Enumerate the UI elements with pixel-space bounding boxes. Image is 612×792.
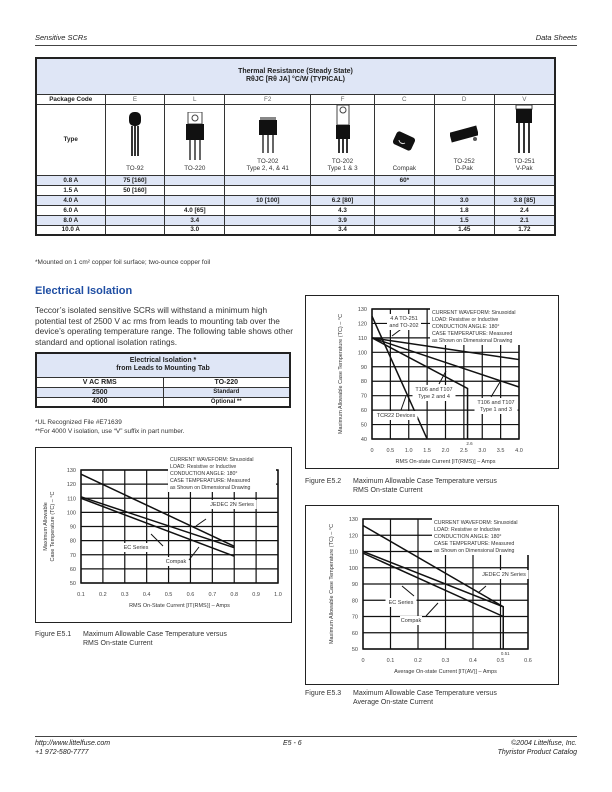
y-tick-label: 130 [348, 517, 358, 523]
package-code: E [105, 94, 165, 104]
compak-package-icon [390, 112, 418, 162]
y-tick-label: 100 [66, 510, 76, 517]
thermal-footnote: *Mounted on 1 cm² copper foil surface; two-ounce copper foil [35, 259, 211, 266]
x-tick-label: 0.1 [386, 658, 395, 664]
current-rating: 8.0 A [36, 215, 105, 225]
footer-url[interactable]: http://www.littelfuse.com [35, 740, 111, 747]
x-tick-label: 0.5 [386, 448, 395, 454]
x-axis-label: Average On-state Current [IT(AV)] – Amps [394, 669, 497, 675]
y-tick-label: 100 [357, 350, 367, 357]
package-code: F [311, 94, 375, 104]
type-label: Type [36, 104, 105, 175]
x-tick-label: 0 [361, 658, 365, 664]
footer-rule [35, 736, 577, 737]
table-cell [165, 175, 225, 185]
x-tick-label: 0.9 [252, 592, 260, 598]
header-rule [35, 45, 577, 46]
chart-note: CURRENT WAVEFORM: Sinusoidal [432, 310, 516, 316]
table-row [36, 175, 555, 185]
package-cell: TO-202 Type 2, 4, & 41 [225, 104, 311, 175]
running-header-left: Sensitive SCRs [35, 33, 88, 42]
package-code: V [494, 94, 555, 104]
table-cell: 4.3 [311, 205, 375, 215]
y-axis-label: Maximum Allowable Case Temperature (TC) – °C [338, 313, 344, 435]
to-92-package-icon [121, 112, 149, 162]
x-tick-label: 0.2 [414, 658, 422, 664]
table-cell: 3.8 [85] [494, 195, 555, 205]
x-tick-label: 0.4 [469, 658, 477, 664]
chart-note: CONDUCTION ANGLE: 180° [434, 534, 502, 540]
table-cell [311, 185, 375, 195]
table-row [36, 205, 555, 215]
table-cell [311, 175, 375, 185]
table-cell: 3.0 [165, 225, 225, 235]
y-tick-label: 50 [351, 647, 358, 653]
package-cell: TO-251 V-Pak [494, 104, 555, 175]
chart-note: CASE TEMPERATURE: Measured [432, 331, 513, 337]
to-202-type1-package-icon [329, 105, 357, 155]
current-rating: 1.5 A [36, 185, 105, 195]
chart-note: CASE TEMPERATURE: Measured [434, 541, 515, 547]
series-label: JEDEC 2N Series [210, 502, 254, 508]
y-tick-label: 80 [360, 379, 367, 386]
table-cell [494, 185, 555, 195]
series-label: JEDEC 2N Series [482, 572, 526, 578]
y-tick-label: 50 [69, 581, 76, 587]
table-cell [105, 225, 165, 235]
y-tick-label: 110 [358, 335, 367, 342]
x-tick-label: 0.2 [99, 592, 107, 598]
current-rating: 6.0 A [36, 205, 105, 215]
y-tick-label: 40 [360, 437, 367, 443]
x-axis-label: RMS On-State Current [IT(RMS)] – Amps [129, 603, 230, 609]
y-tick-label: 120 [348, 533, 358, 540]
chart-e5-3 [306, 506, 557, 683]
table-cell: 1.5 [434, 215, 494, 225]
series-label: EC Series [123, 545, 149, 551]
to-220-package-icon [181, 112, 209, 162]
isolation-note-1: *UL Recognized File #E71639 [35, 419, 122, 426]
table-cell: 4000 [36, 397, 163, 407]
table-cell [374, 185, 434, 195]
series-label: EC Series [388, 600, 414, 606]
x-tick-label: 0.4 [142, 592, 151, 598]
chart-note: CASE TEMPERATURE: Measured [170, 478, 251, 484]
page-number: E5 - 6 [283, 740, 302, 747]
table-cell [225, 215, 311, 225]
chart-e5-2 [306, 296, 557, 467]
table-cell [374, 225, 434, 235]
table-cell [374, 195, 434, 205]
x-tick-label: 0.1 [77, 592, 85, 598]
x-tick-label: 3.5 [496, 448, 505, 454]
footer-left: http://www.littelfuse.com +1 972-580-7777 [35, 740, 111, 756]
table-cell [374, 205, 434, 215]
table-cell [225, 175, 311, 185]
electrical-isolation-table [35, 352, 291, 408]
y-tick-label: 60 [360, 408, 367, 415]
table-cell [105, 205, 165, 215]
series-label: 4 A TO-251 [390, 316, 418, 322]
figure-e5-1-caption: Figure E5.1 Maximum Allowable Case Temperature versus RMS On-state Current [35, 631, 227, 647]
table-title: Electrical Isolation * from Leads to Mounting Tab [36, 353, 290, 377]
package-code: C [374, 94, 434, 104]
y-tick-label: 50 [360, 422, 367, 429]
y-axis-label: Case Temperature (TC) – °C [50, 491, 56, 562]
package-cell: TO-202 Type 1 & 3 [311, 104, 375, 175]
table-cell [225, 225, 311, 235]
package-code: L [165, 94, 225, 104]
table-cell [494, 175, 555, 185]
y-tick-label: 80 [69, 538, 76, 545]
series-label: T106 and T107 [477, 400, 515, 406]
chart-note: CURRENT WAVEFORM: Sinusoidal [170, 457, 254, 463]
chart-note: as Shown on Dimensional Drawing [432, 338, 513, 344]
current-rating: 0.8 A [36, 175, 105, 185]
x-tick-label: 0.7 [208, 592, 217, 598]
table-cell: 3.9 [311, 215, 375, 225]
table-cell: Standard [163, 387, 290, 397]
y-tick-label: 60 [69, 566, 76, 573]
package-code-label: Package Code [36, 94, 105, 104]
x-tick-label: 0.6 [524, 658, 532, 664]
v-pak-package-icon [510, 105, 538, 155]
table-cell: 1.45 [434, 225, 494, 235]
y-tick-label: 70 [351, 614, 358, 621]
footer-right: ©2004 Littelfuse, Inc. Thyristor Product Catalog [497, 740, 577, 756]
current-rating: 4.0 A [36, 195, 105, 205]
chart-e5-1 [36, 448, 290, 621]
table-row [36, 185, 555, 195]
y-tick-label: 80 [351, 598, 358, 605]
table-cell: 60* [374, 175, 434, 185]
table-cell [105, 195, 165, 205]
chart-note: LOAD: Resistive or Inductive [434, 527, 501, 533]
table-cell: 10 [100] [225, 195, 311, 205]
section-heading: Electrical Isolation [35, 285, 133, 297]
series-label: Type 1 and 3 [480, 407, 512, 413]
package-cell: TO-252 D-Pak [434, 104, 494, 175]
y-tick-label: 90 [360, 364, 367, 371]
figure-e5-3-caption: Figure E5.3 Maximum Allowable Case Temperature versus Average On-state Current [305, 690, 497, 706]
y-tick-label: 120 [66, 482, 76, 489]
column-header: V AC RMS [36, 377, 163, 387]
table-cell: 2.1 [494, 215, 555, 225]
series-label: Compak [400, 618, 422, 624]
series-label: T106 and T107 [415, 387, 453, 393]
x-tick-label: 4.0 [515, 448, 523, 454]
table-cell [434, 185, 494, 195]
x-tick-label: 0.3 [441, 658, 450, 664]
isolation-note-2: **For 4000 V isolation, use “V” suffix in part number. [35, 428, 185, 435]
table-row [36, 225, 555, 235]
table-cell: 1.72 [494, 225, 555, 235]
isolation-paragraph: Teccor’s isolated sensitive SCRs will withstand a minimum high potential test of 2500 V ac rms from leads to mounting tab over the device’s operating temperature range. The following table shows other standard and optional isolation ratings. [35, 305, 293, 347]
y-tick-label: 90 [69, 524, 76, 531]
x-tick-label: 2.5 [460, 448, 468, 454]
chart-note: as Shown on Dimensional Drawing [170, 485, 251, 491]
y-tick-label: 100 [348, 565, 358, 572]
y-axis-label: Maximum Allowable Case Temperature (TC) – °C [329, 523, 335, 645]
table-cell: 4.0 [65] [165, 205, 225, 215]
to-202-type2-package-icon [254, 105, 282, 155]
x-axis-label: RMS On-state Current [IT(RMS)] – Amps [395, 459, 496, 465]
y-tick-label: 130 [66, 468, 76, 474]
table-cell: 6.2 [80] [311, 195, 375, 205]
table-cell [225, 185, 311, 195]
table-cell [105, 215, 165, 225]
x-tick-label: 1.5 [423, 448, 431, 454]
column-header: TO-220 [163, 377, 290, 387]
table-cell: 3.4 [165, 215, 225, 225]
x-tick-label: 1.0 [404, 448, 413, 454]
table-cell: 75 [160] [105, 175, 165, 185]
table-row [36, 195, 555, 205]
table-title: Thermal Resistance (Steady State) RθJC [Rθ JA] °C/W (TYPICAL) [36, 58, 555, 94]
x-tick-label: 0.6 [186, 592, 195, 598]
table-cell: 1.8 [434, 205, 494, 215]
x-tick-label: 0.8 [230, 592, 239, 598]
package-code: F2 [225, 94, 311, 104]
package-cell: TO-220 [165, 104, 225, 175]
figure-e5-2-caption: Figure E5.2 Maximum Allowable Case Temperature versus RMS On-state Current [305, 478, 497, 494]
y-tick-label: 90 [351, 582, 358, 588]
running-header-right: Data Sheets [535, 33, 577, 42]
d-pak-package-icon [450, 105, 478, 155]
package-cell: TO-92 [105, 104, 165, 175]
thermal-resistance-table [35, 57, 556, 236]
x-tick-label: 0 [370, 448, 374, 454]
x-tick-label: 3.0 [478, 448, 487, 454]
table-cell: 2500 [36, 387, 163, 397]
table-cell [165, 195, 225, 205]
table-cell: Optional ** [163, 397, 290, 407]
y-tick-label: 60 [351, 630, 358, 637]
x-tick-label: 2.0 [441, 448, 450, 454]
current-rating: 10.0 A [36, 225, 105, 235]
table-row [36, 215, 555, 225]
chart-note: CURRENT WAVEFORM: Sinusoidal [434, 520, 518, 526]
figure-e5-2 [305, 295, 559, 469]
table-cell [374, 215, 434, 225]
table-cell [434, 175, 494, 185]
y-tick-label: 70 [69, 552, 76, 559]
series-label: TCR22 Devices [376, 413, 416, 419]
x-tick-label: 0.5 [496, 658, 505, 664]
series-label: and TO-202 [389, 323, 419, 329]
package-code: D [434, 94, 494, 104]
figure-e5-3 [305, 505, 559, 685]
x-tick-label-extra: 0.51 [500, 651, 510, 656]
table-cell: 2.4 [494, 205, 555, 215]
x-tick-label: 0.3 [120, 592, 129, 598]
table-cell: 3.4 [311, 225, 375, 235]
chart-note: as Shown on Dimensional Drawing [434, 548, 515, 554]
x-tick-label-extra: 2.6 [466, 441, 473, 446]
figure-e5-1 [35, 447, 292, 623]
y-tick-label: 120 [357, 321, 367, 328]
package-cell: Compak [374, 104, 434, 175]
table-cell [225, 205, 311, 215]
y-axis-label: Maximum Allowable [43, 502, 49, 551]
y-tick-label: 130 [357, 307, 367, 313]
series-label: Type 2 and 4 [418, 394, 450, 400]
table-cell [165, 185, 225, 195]
y-tick-label: 110 [67, 496, 76, 503]
table-cell: 3.0 [434, 195, 494, 205]
x-tick-label: 1.0 [274, 592, 282, 598]
chart-note: LOAD: Resistive or Inductive [170, 464, 237, 470]
x-tick-label: 0.5 [164, 592, 173, 598]
chart-note: CONDUCTION ANGLE: 180° [432, 324, 500, 330]
y-tick-label: 70 [360, 393, 367, 400]
y-tick-label: 110 [349, 549, 358, 556]
series-label: Compak [165, 559, 187, 565]
table-cell: 50 [160] [105, 185, 165, 195]
chart-note: CONDUCTION ANGLE: 180° [170, 471, 238, 477]
chart-note: LOAD: Resistive or Inductive [432, 317, 499, 323]
